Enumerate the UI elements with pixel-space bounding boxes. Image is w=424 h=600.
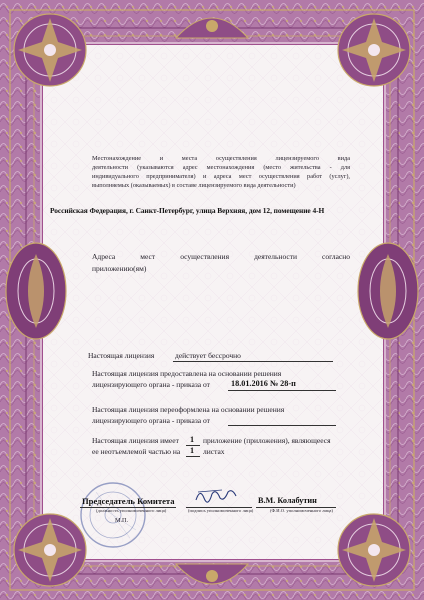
- activity-addresses-line-2: приложению(ям): [92, 264, 147, 273]
- reissued-order-underline: [228, 425, 336, 426]
- handwritten-signature: [192, 484, 240, 506]
- appendix-line-2-right: листах: [203, 447, 225, 456]
- appendix-count-2-underline: [186, 456, 200, 457]
- validity-value: действует бессрочно: [175, 351, 241, 360]
- reissued-line-2: лицензирующего органа - приказа от: [92, 416, 210, 425]
- appendix-line-1-right: приложение (приложения), являющееся: [203, 436, 331, 445]
- bottom-center-ornament: [172, 558, 252, 598]
- appendix-count-2: 1: [190, 446, 195, 455]
- corner-ornament-top-left: [6, 6, 94, 94]
- signatory-name: В.М. Колабутин: [258, 496, 317, 505]
- side-ornament-left: [0, 236, 76, 346]
- appendix-line-1-left: Настоящая лицензия имеет: [92, 436, 179, 445]
- signatory-name-caption: (Ф.И.О. уполномоченного лица): [270, 508, 333, 513]
- granted-order-underline: [228, 390, 336, 391]
- signature-caption: (подпись уполномоченного лица): [188, 508, 254, 513]
- official-seal-stamp: [78, 480, 148, 550]
- granted-order: 18.01.2016 № 28-п: [231, 379, 296, 388]
- side-ornament-right: [348, 236, 424, 346]
- location-heading-line-2: деятельности (указываются адрес местонахождения (место жительства - для: [92, 164, 350, 171]
- appendix-line-2-left: ее неотъемлемой частью на: [92, 447, 181, 456]
- corner-ornament-top-right: [330, 6, 418, 94]
- reissued-line-1: Настоящая лицензия переоформлена на основании решения: [92, 405, 285, 414]
- granted-line-2: лицензирующего органа - приказа от: [92, 380, 210, 389]
- location-heading-line-3: индивидуального предпринимателя) и адреса мест осуществления работ (услуг),: [92, 173, 350, 180]
- validity-underline: [173, 361, 333, 362]
- license-address: Российская Федерация, г. Санкт-Петербург, улица Верхняя, дом 12, помещение 4-Н: [50, 206, 325, 215]
- location-heading-line-4: выполняемых (оказываемых) в составе лицензируемого вида деятельности): [92, 182, 296, 189]
- top-center-ornament: [172, 4, 252, 44]
- granted-line-1: Настоящая лицензия предоставлена на основании решения: [92, 369, 282, 378]
- signatory-position: Председатель Комитета: [82, 496, 175, 506]
- appendix-count-1: 1: [190, 435, 195, 444]
- stamp-placeholder: М.П.: [115, 517, 129, 524]
- location-heading-line-1: Местонахождение и места осуществления лицензируемого вида: [92, 155, 350, 162]
- activity-addresses-line-1: Адреса мест осуществления деятельности согласно: [92, 252, 350, 261]
- corner-ornament-bottom-right: [330, 506, 418, 594]
- validity-label: Настоящая лицензия: [88, 351, 155, 360]
- signatory-position-caption: (должность уполномоченного лица): [96, 508, 167, 513]
